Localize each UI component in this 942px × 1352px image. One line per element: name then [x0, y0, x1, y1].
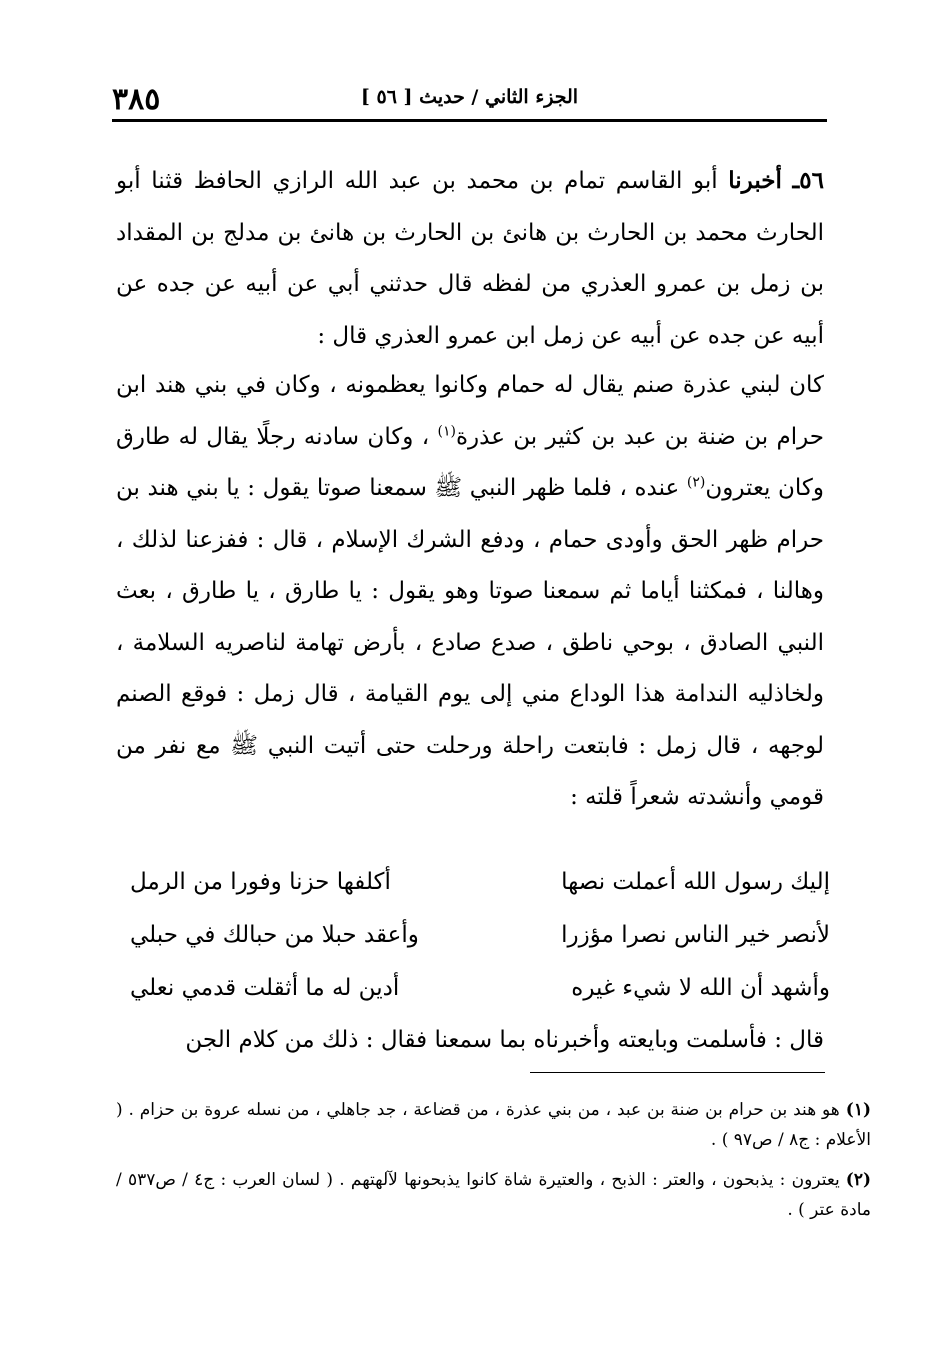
footnote-2 [116, 1165, 871, 1225]
footnote-number: (٢) [845, 1170, 871, 1190]
verse-first-hemistich: إليك رسول الله أعملت نصها [561, 869, 830, 895]
page-number: ٣٨٥ [112, 82, 161, 117]
poem [130, 856, 830, 1015]
running-head: الجزء الثاني / حديث [ ٥٦ ] [360, 86, 579, 108]
poem-verse [130, 962, 830, 1015]
footnote-1 [116, 1095, 871, 1155]
hadith-narrative [116, 360, 824, 824]
poem-verse [130, 856, 830, 909]
narrative-part-2: ، وكان سادنه رجلًا يقال له طارق وكان يعترون [116, 423, 824, 501]
footnote-separator [530, 1072, 825, 1073]
hadith-number: ٥٦ـ [792, 167, 825, 194]
footnotes [116, 1095, 871, 1235]
footnote-number: (١) [845, 1100, 871, 1120]
poem-verse [130, 909, 830, 962]
closing-line: قال : فأسلمت وبايعته وأخبرناه بما سمعنا فقال : ذلك من كلام الجن [185, 1027, 824, 1053]
footnote-ref-2[interactable]: (٢) [686, 474, 706, 491]
isnad-text: أبو القاسم تمام بن محمد بن عبد الله الرازي الحافظ قثنا أبو الحارث محمد بن الحارث بن هانئ بن الحارث بن هانئ بن مدلج بن المقداد بن زمل بن عمرو العذري من لفظه قال حدثني أبي عن أبيه عن جده عن أبيه عن جده عن أبيه عن زمل ابن عمرو العذري قال : [116, 168, 824, 349]
verse-first-hemistich: وأشهد أن الله لا شيء غيره [571, 975, 830, 1001]
verse-second-hemistich: أدين له ما أثقلت قدمي نعلي [130, 975, 400, 1001]
footnote-ref-1[interactable]: (١) [437, 422, 456, 439]
narrative-part-1: كان لبني عذرة صنم يقال له حمام وكانوا يعظمونه ، وكان في بني هند ابن حرام بن ضنة بن عبد بن كثير بن عذرة [116, 372, 824, 450]
verse-second-hemistich: وأعقد حبلا من حبالك في حبلي [130, 922, 419, 948]
verse-first-hemistich: لأنصر خير الناس نصرا مؤزرا [561, 922, 830, 948]
hadith-isnad [116, 155, 824, 362]
footnote-text: يعترون : يذبحون ، والعتر : الذبح ، والعتيرة شاة كانوا يذبحونها لآلهتهم . ( لسان العرب : ج٤ / ص٥٣٧ / مادة عتر ) . [116, 1170, 871, 1220]
hadith-lead-word: أخبرنا [728, 167, 782, 194]
page-header [112, 80, 827, 120]
header-rule [112, 119, 827, 122]
footnote-text: هو هند بن حرام بن ضنة بن عبد ، من بني عذرة ، من قضاعة ، جد جاهلي ، من نسله عروة بن حزام . ( الأعلام : ج٨ / ص٩٧ ) . [116, 1100, 871, 1150]
narrative-part-3: عنده ، فلما ظهر النبي ﷺ سمعنا صوتا يقول : يا بني هند بن حرام ظهر الحق وأودى حمام ، ودفع الشرك الإسلام ، قال : ففزعنا لذلك ، وهالنا ، فمكثنا أياما ثم سمعنا صوتا وهو يقول : يا طارق ، يا طارق ، بعث النبي الصادق ، بوحي ناطق ، صدع صادع ، بأرض تهامة لناصريه السلامة ، ولخاذليه الندامة هذا الوداع مني إلى يوم القيامة ، قال زمل : فوقع الصنم لوجهه ، قال زمل : فابتعت راحلة ورحلت حتى أتيت النبي ﷺ مع نفر من قومي وأنشدته شعراً قلته : [116, 475, 824, 810]
verse-second-hemistich: أكلفها حزنا وفورا من الرمل [130, 869, 391, 895]
